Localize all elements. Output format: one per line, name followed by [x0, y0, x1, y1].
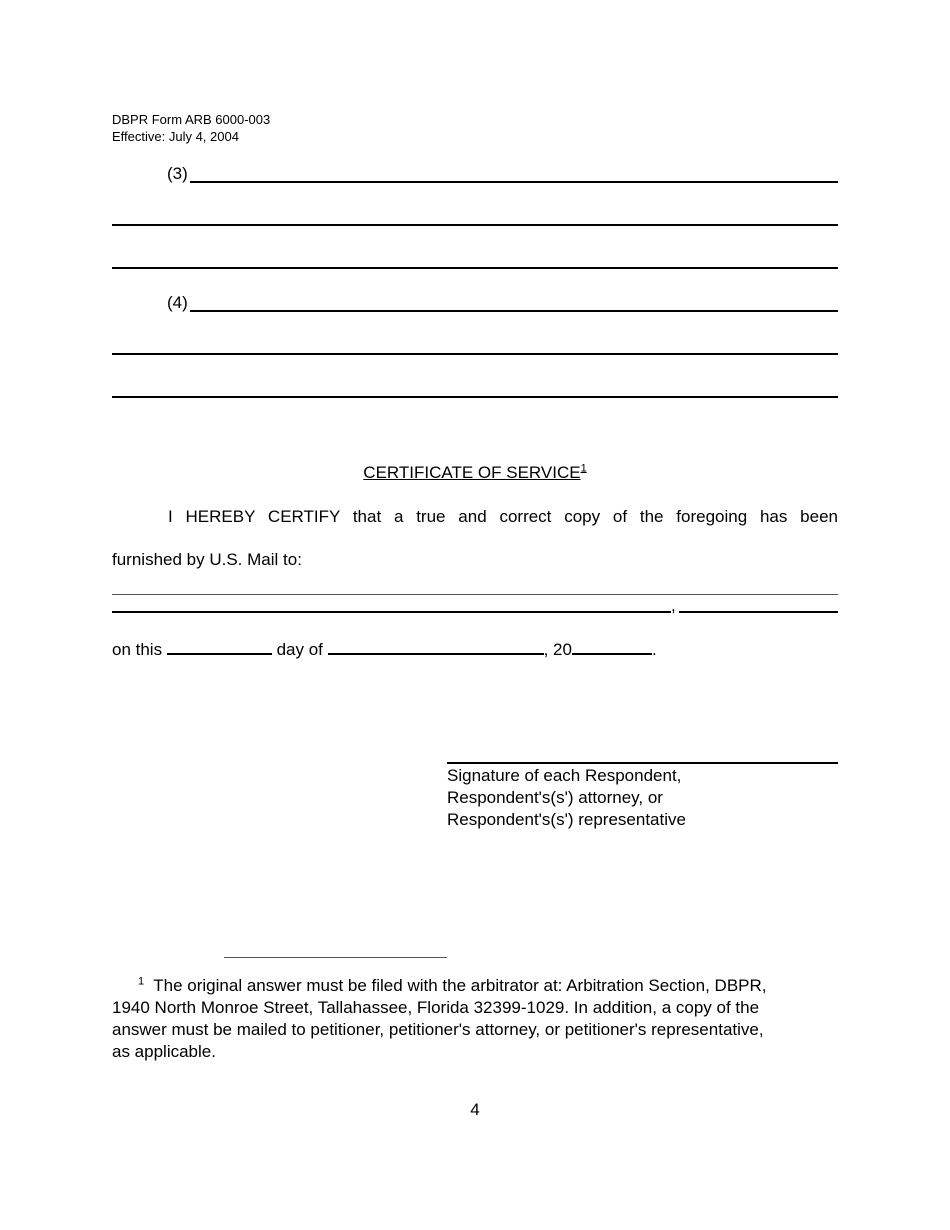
- footnote-marker: 1: [138, 975, 145, 988]
- page-number: 4: [470, 1100, 480, 1119]
- year-blank[interactable]: [572, 637, 652, 655]
- on-this-label: on this: [112, 640, 163, 659]
- signature-caption: [447, 765, 686, 831]
- month-blank[interactable]: [328, 637, 544, 655]
- certification-statement-line-1: I HEREBY CERTIFY that a true and correct copy of the foregoing has been: [168, 507, 838, 526]
- item-4-line-1[interactable]: [190, 310, 838, 312]
- effective-date: Effective: July 4, 2004: [112, 129, 239, 144]
- footnote-reference: 1: [580, 462, 587, 475]
- signature-caption-line-1: Signature of each Respondent,: [447, 766, 682, 785]
- signature-caption-line-2: Respondent's(s') attorney, or: [447, 788, 663, 807]
- service-date-line: [112, 637, 657, 660]
- year-prefix: , 20: [543, 640, 572, 659]
- recipient-line-1[interactable]: [112, 594, 838, 595]
- certification-statement-line-2: furnished by U.S. Mail to:: [112, 550, 302, 569]
- certificate-title-text: CERTIFICATE OF SERVICE: [363, 463, 581, 482]
- footnote-line-2: 1940 North Monroe Street, Tallahassee, Florida 32399-1029. In addition, a copy of the: [112, 998, 760, 1017]
- item-3-line-1[interactable]: [190, 181, 838, 183]
- item-3-label: (3): [167, 164, 188, 183]
- signature-line[interactable]: [447, 762, 838, 764]
- footnote-line-3: answer must be mailed to petitioner, petitioner's attorney, or petitioner's representative,: [112, 1020, 764, 1039]
- item-4-line-3[interactable]: [112, 396, 838, 398]
- day-of-label: day of: [276, 640, 323, 659]
- recipient-line-3[interactable]: [679, 611, 838, 613]
- certificate-title: [0, 462, 950, 484]
- footnote: [112, 975, 838, 1063]
- date-period: .: [651, 640, 657, 659]
- item-3-line-3[interactable]: [112, 267, 838, 269]
- item-4-line-2[interactable]: [112, 353, 838, 355]
- footnote-line-1: The original answer must be filed with the arbitrator at: Arbitration Section, DBPR,: [153, 976, 767, 995]
- day-blank[interactable]: [167, 637, 272, 655]
- recipient-comma: ,: [671, 596, 676, 615]
- footnote-separator: [224, 957, 447, 958]
- form-id: DBPR Form ARB 6000-003: [112, 112, 271, 127]
- signature-caption-line-3: Respondent's(s') representative: [447, 810, 686, 829]
- footnote-line-4: as applicable.: [112, 1042, 216, 1061]
- item-3-line-2[interactable]: [112, 224, 838, 226]
- recipient-line-2[interactable]: [112, 611, 671, 613]
- item-4-label: (4): [167, 293, 188, 312]
- form-header: [112, 111, 270, 145]
